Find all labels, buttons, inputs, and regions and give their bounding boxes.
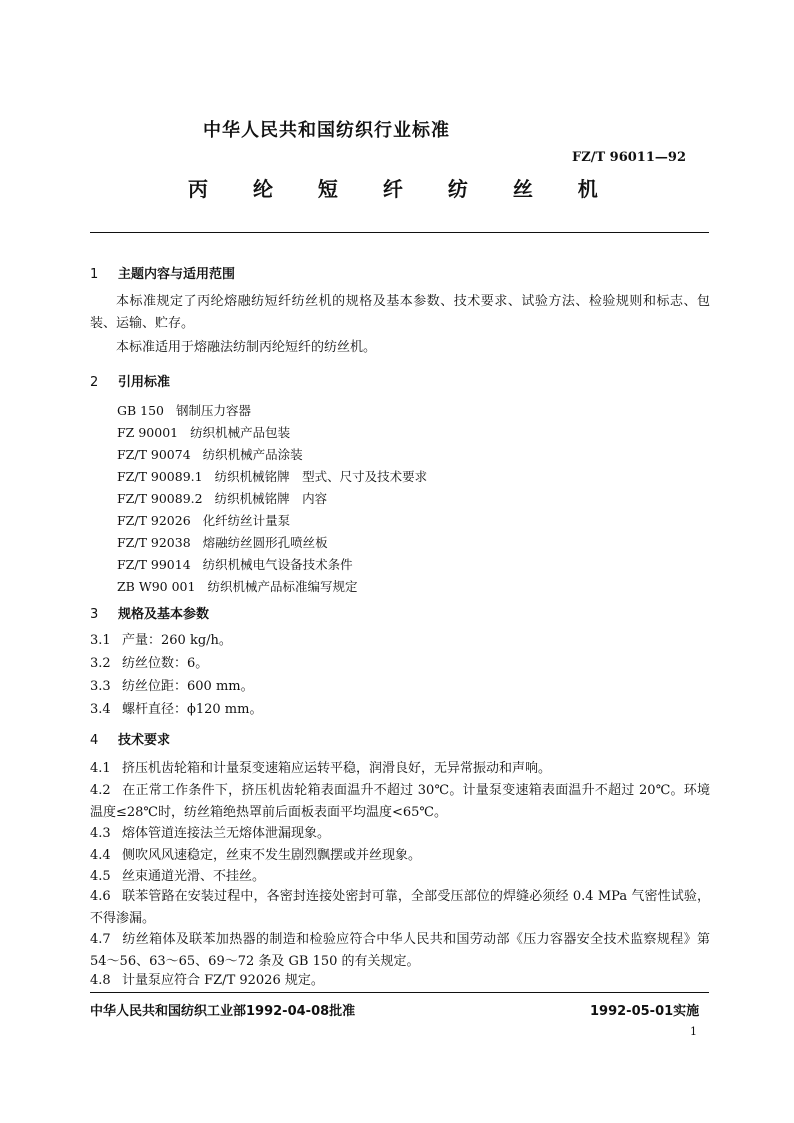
clause-text: 联苯管路在安装过程中，各密封连接处密封可靠，全部受压部位的焊缝必须经 0.4 MPa 气密性试验，不得渗漏。 [90,889,710,926]
requirement-item [90,970,710,992]
reference-item [117,577,357,595]
reference-name: 纺织机械产品涂装 [202,447,303,462]
reference-code: FZ/T 99014 [117,557,191,572]
clause-number: 3.4 [90,702,111,717]
reference-name: 纺织机械铭牌 内容 [214,491,328,506]
reference-item [117,533,328,551]
clause-number: 4.7 [90,932,111,947]
reference-item [117,401,251,419]
clause-text: 纺丝位距：600 mm。 [122,679,254,694]
spec-item [90,699,710,721]
requirement-item [90,866,710,888]
reference-item [117,555,353,573]
section-1-paragraph-1: 本标准规定了丙纶熔融纺短纤纺丝机的规格及基本参数、技术要求、试验方法、检验规则和标志、包装、运输、贮存。 [90,294,710,331]
spec-item [90,630,710,652]
reference-name: 化纤纺丝计量泵 [202,513,291,528]
section-title: 主题内容与适用范围 [118,267,236,282]
spec-item [90,676,710,698]
reference-name: 熔融纺丝圆形孔喷丝板 [202,535,328,550]
clause-text: 纺丝箱体及联苯加热器的制造和检验应符合中华人民共和国劳动部《压力容器安全技术监察规程》第 54～56、63～65、69～72 条及 GB 150 的有关规定。 [90,932,710,969]
reference-item [117,511,290,529]
reference-name: 纺织机械铭牌 型式、尺寸及技术要求 [214,469,428,484]
section-2-heading [90,371,170,390]
clause-number: 4.8 [90,973,111,988]
document-title: 丙 纶 短 纤 纺 丝 机 [188,177,612,201]
approval-statement: 中华人民共和国纺织工业部1992-04-08批准 [90,1004,356,1019]
requirement-item [90,886,710,930]
requirement-item [90,845,710,867]
section-3-heading [90,603,209,622]
reference-name: 纺织机械电气设备技术条件 [202,557,353,572]
clause-text: 计量泵应符合 FZ/T 92026 规定。 [122,973,324,988]
reference-code: GB 150 [117,403,165,418]
reference-code: FZ/T 92026 [117,513,191,528]
reference-item [117,423,290,441]
section-4-heading [90,729,170,748]
reference-code: FZ/T 92038 [117,535,191,550]
page-number: 1 [690,1025,697,1038]
clause-text: 螺杆直径：ϕ120 mm。 [122,702,263,717]
implementation-date: 1992-05-01实施 [590,1004,700,1019]
clause-number: 3.3 [90,679,111,694]
reference-code: FZ 90001 [117,425,179,440]
clause-text: 侧吹风风速稳定，丝束不发生剧烈飘摆或并丝现象。 [122,848,422,863]
clause-number: 4.3 [90,826,111,841]
reference-item [117,445,303,463]
clause-number: 4.4 [90,848,111,863]
requirement-item [90,823,710,845]
reference-code: ZB W90 001 [117,579,196,594]
section-number: 4 [90,733,99,748]
reference-name: 纺织机械产品标准编写规定 [207,579,358,594]
clause-number: 3.1 [90,633,111,648]
section-1-heading [90,263,235,282]
clause-number: 4.1 [90,761,111,776]
reference-code: FZ/T 90074 [117,447,191,462]
clause-text: 在正常工作条件下，挤压机齿轮箱表面温升不超过 30℃。计量泵变速箱表面温升不超过 20℃。环境温度≤28℃时，纺丝箱绝热罩前后面板表面平均温度<65℃。 [90,783,710,820]
section-number: 1 [90,267,99,282]
section-number: 2 [90,375,99,390]
reference-item [117,489,327,507]
section-title: 规格及基本参数 [118,607,210,622]
standard-code: FZ/T 96011—92 [572,150,686,165]
clause-text: 熔体管道连接法兰无熔体泄漏现象。 [122,826,331,841]
section-1-paragraph-2: 本标准适用于熔融法纺制丙纶短纤的纺丝机。 [116,340,377,355]
clause-text: 丝束通道光滑、不挂丝。 [122,869,266,884]
clause-number: 3.2 [90,656,111,671]
clause-text: 挤压机齿轮箱和计量泵变速箱应运转平稳，润滑良好，无异常振动和声响。 [122,761,552,776]
clause-number: 4.2 [90,783,111,798]
reference-name: 钢制压力容器 [176,403,252,418]
clause-text: 产量：260 kg/h。 [122,633,232,648]
reference-name: 纺织机械产品包装 [190,425,291,440]
reference-item [117,467,427,485]
issuing-organization: 中华人民共和国纺织行业标准 [203,120,450,141]
section-title: 引用标准 [118,375,171,390]
spec-item [90,653,710,675]
requirement-item [90,758,710,780]
clause-text: 纺丝位数：6。 [122,656,209,671]
requirement-item [90,929,710,973]
header-divider [90,232,709,233]
requirement-item [90,780,710,824]
section-number: 3 [90,607,99,622]
footer-divider [90,992,709,993]
reference-code: FZ/T 90089.1 [117,469,203,484]
clause-number: 4.5 [90,869,111,884]
clause-number: 4.6 [90,889,111,904]
reference-code: FZ/T 90089.2 [117,491,203,506]
section-title: 技术要求 [118,733,171,748]
